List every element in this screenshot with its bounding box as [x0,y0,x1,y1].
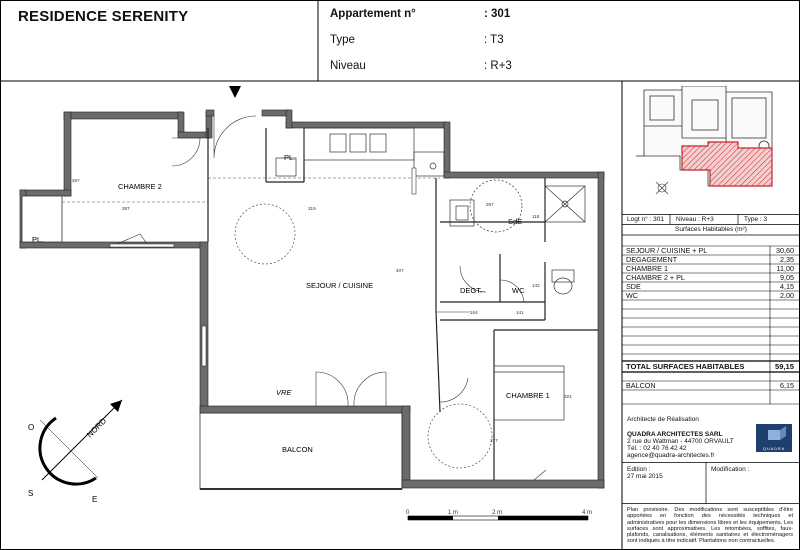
surface-row [622,291,800,301]
surface-value: 11,00 [776,264,794,273]
surface-label: CHAMBRE 2 + PL [626,273,685,282]
surface-value: 30,60 [776,246,794,255]
total-value: 59,15 [774,362,794,371]
architect-logo [756,424,792,452]
dimension-label: 142 [532,283,540,288]
dimension-label: 324 [564,394,572,399]
room-label-chambre1: CHAMBRE 1 [506,391,550,400]
bathroom-fixtures [450,180,585,294]
room-label-degt: DEGT. [460,286,483,295]
scale-tick-1: 1 m [448,510,459,516]
compass-o: O [28,423,35,432]
dimension-label: 319 [308,206,316,211]
surface-value: 9,05 [780,273,794,282]
compass-s: S [28,489,34,498]
apartment-label: Appartement n° [330,8,416,20]
surface-label: SEJOUR / CUISINE + PL [626,246,708,255]
dimension-label: 297 [486,202,494,207]
dimension-label: 407 [396,268,404,273]
niveau-info: Niveau : R+3 [676,215,714,223]
room-label-wc: WC [512,286,525,295]
interior-walls [62,128,598,480]
surface-label: WC [626,291,638,300]
room-label-pl: PL. [284,153,296,162]
type-label: Type [330,34,355,46]
level-value: : R+3 [484,60,512,72]
exterior-walls [20,110,604,488]
floor-plan [0,82,622,550]
dimension-label: 287 [122,206,130,211]
dimension-label: 141 [516,310,524,315]
edition-label: Edition : [627,466,651,473]
surface-label: CHAMBRE 1 [626,264,668,273]
type-info: Type : 3 [744,215,768,223]
total-row [622,362,800,372]
scale-tick-4: 4 m [582,510,593,516]
dimension-label: 377 [490,438,498,443]
dimension-label: 118 [532,214,540,219]
room-label-pl-chambre2: PL. [32,235,44,244]
dimension-label: 164 [470,310,478,315]
scale-bar [408,516,588,520]
surfaces-heading: Surfaces Habitables (m²) [675,226,747,233]
architect-name: QUADRA ARCHITECTES SARL [627,431,723,438]
type-value: : T3 [484,34,504,46]
surface-value: 2,35 [780,255,794,264]
total-label: TOTAL SURFACES HABITABLES [626,362,745,371]
doors [108,116,546,480]
kitchen-counter [276,128,444,176]
highlighted-apartment [682,142,772,186]
room-label-chambre2: CHAMBRE 2 [118,182,162,191]
logt-info: Logt n° : 301 [627,215,664,223]
architect-email: agence@quadra-architectes.fr [627,452,715,459]
room-label-sejour: SEJOUR / CUISINE [306,281,374,290]
surface-label: DEGAGEMENT [626,255,678,264]
surface-value: 4,15 [780,282,794,291]
room-label-sde: SdE [508,217,523,226]
balcony-outline [22,196,402,489]
key-plan [636,86,782,206]
level-label: Niveau [330,60,366,72]
architect-phone: Tél. : 02 40 76 42 42 [627,445,687,452]
windows [110,168,416,366]
surface-value: 2,00 [780,291,794,300]
scale-tick-0: 0 [406,510,410,516]
architect-heading: Architecte de Réalisation [627,416,699,423]
disclaimer: Plan provisoire. Des modifications sont susceptibles d'être apportées en fonction des nécessités techniques et administratives pour les dimensions libres et les équipements. Les surfaces sont approximatives. Les retombées, soffites, faux-plafonds, canalisations, éléments sanitaires et électroménagers sont indiqués à titre indicatif. Plantations non contractuelles. [627,507,793,545]
apartment-value: : 301 [484,8,511,20]
architect-address: 2 rue du Wattman - 44700 ORVAULT [627,438,734,445]
balcon-value: 6,15 [780,381,794,390]
compass-nord: NORD [85,416,109,440]
entry-arrow-icon [229,86,241,98]
compass [40,400,122,484]
modification-label: Modification : [711,466,750,473]
compass-e: E [92,495,98,504]
logo-text: QUADRA [763,446,785,451]
surface-label: SDE [626,282,641,291]
scale-tick-2: 2 m [492,510,503,516]
dimension-label: 267 [72,178,80,183]
room-label-vre: VRE [276,388,292,397]
balcon-label: BALCON [626,381,656,390]
room-label-balcon: BALCON [282,445,313,454]
edition-date: 27 mai 2015 [627,473,663,480]
project-title: RESIDENCE SERENITY [18,8,189,25]
balcon-row [622,381,800,391]
